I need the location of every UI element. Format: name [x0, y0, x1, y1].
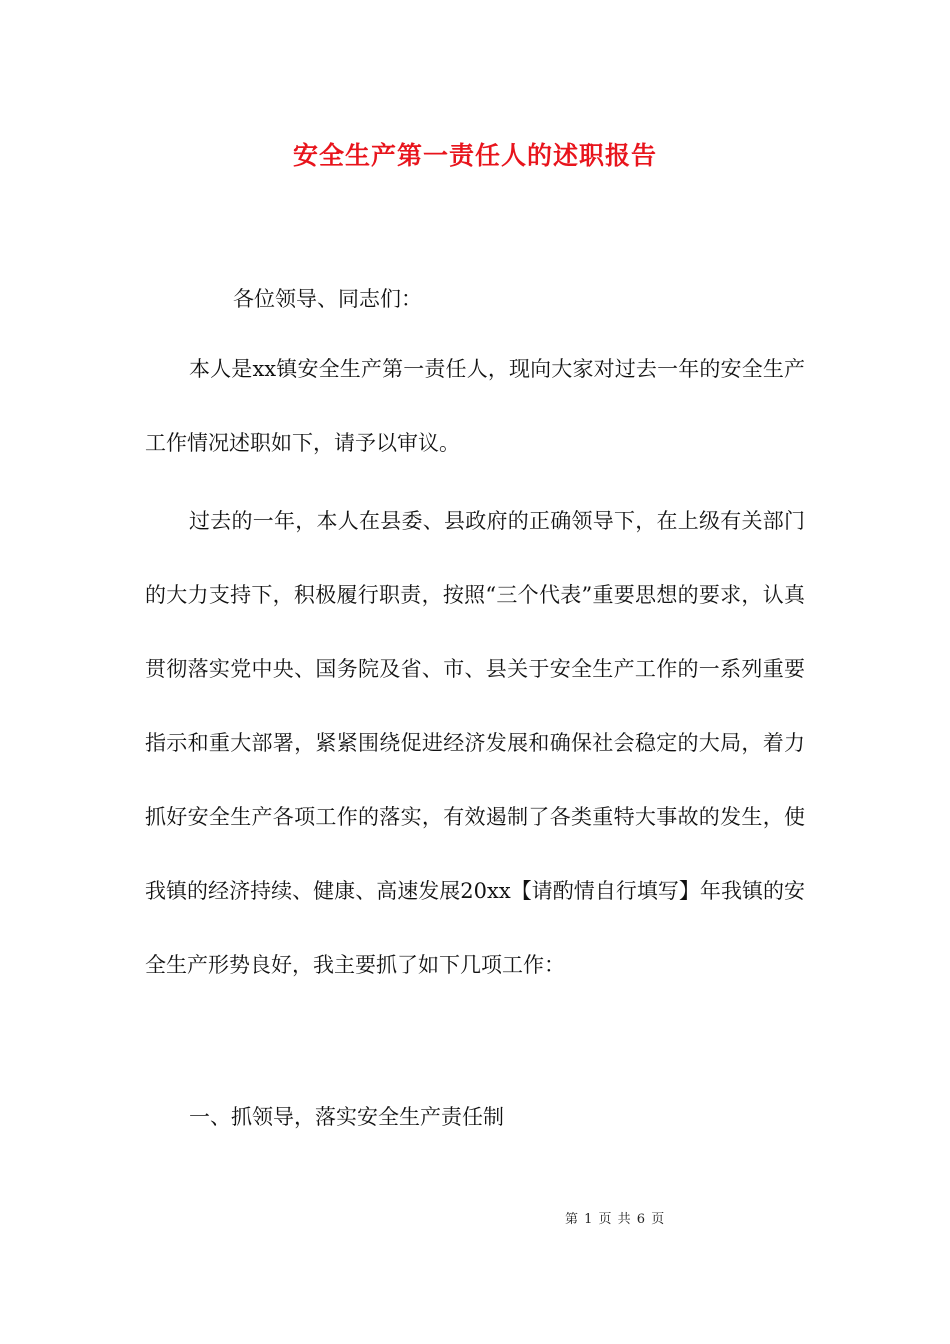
salutation: 各位领导、同志们：	[233, 287, 422, 311]
paragraph-intro: 本人是xx镇安全生产第一责任人，现向大家对过去一年的安全生产工作情况述职如下，请予以审议。	[145, 357, 805, 455]
document-title: 安全生产第一责任人的述职报告	[292, 141, 657, 170]
paragraph-summary: 过去的一年，本人在县委、县政府的正确领导下，在上级有关部门的大力支持下，积极履行职责，按照“三个代表”重要思想的要求，认真贯彻落实党中央、国务院及省、市、县关于安全生产工作的一系列重要指示和重大部署，紧紧围绕促进经济发展和确保社会稳定的大局，着力抓好安全生产各项工作的落实，有效遏制了各类重特大事故的发生，使我镇的经济持续、健康、高速发展20xx【请酌情自行填写】年我镇的安全生产形势良好，我主要抓了如下几项工作：	[145, 509, 805, 977]
page-number-footer: 第 1 页 共 6 页	[565, 1212, 666, 1227]
section-heading: 一、抓领导，落实安全生产责任制	[189, 1105, 504, 1129]
